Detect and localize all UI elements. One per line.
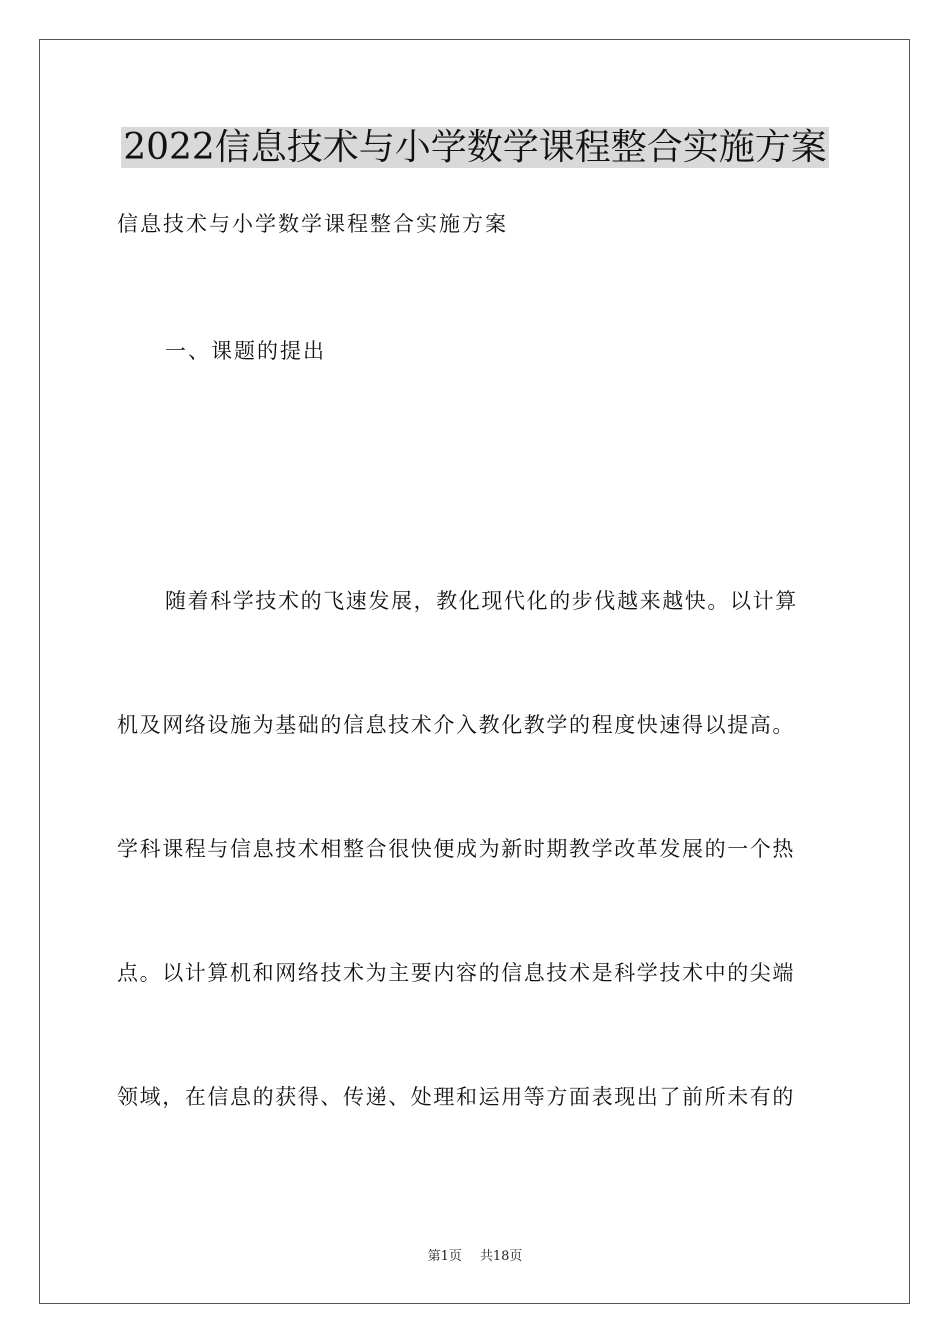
body-paragraph-line: 领域，在信息的获得、传递、处理和运用等方面表现出了前所未有的 xyxy=(117,1085,795,1109)
body-paragraph-line: 随着科学技术的飞速发展，教化现代化的步伐越来越快。以计算 xyxy=(165,589,798,613)
document-subtitle: 信息技术与小学数学课程整合实施方案 xyxy=(117,212,508,236)
body-paragraph-line: 学科课程与信息技术相整合很快便成为新时期教学改革发展的一个热 xyxy=(117,837,795,861)
document-title-text: 2022信息技术与小学数学课程整合实施方案 xyxy=(123,127,827,168)
body-paragraph-line: 机及网络设施为基础的信息技术介入教化教学的程度快速得以提高。 xyxy=(117,713,795,737)
page-total: 共18页 xyxy=(479,1249,523,1264)
page-footer xyxy=(0,1248,950,1266)
page-number: 第1页 xyxy=(427,1249,462,1264)
section-heading: 一、课题的提出 xyxy=(165,339,326,363)
body-paragraph-line: 点。以计算机和网络技术为主要内容的信息技术是科学技术中的尖端 xyxy=(117,961,795,985)
document-title xyxy=(0,126,950,170)
